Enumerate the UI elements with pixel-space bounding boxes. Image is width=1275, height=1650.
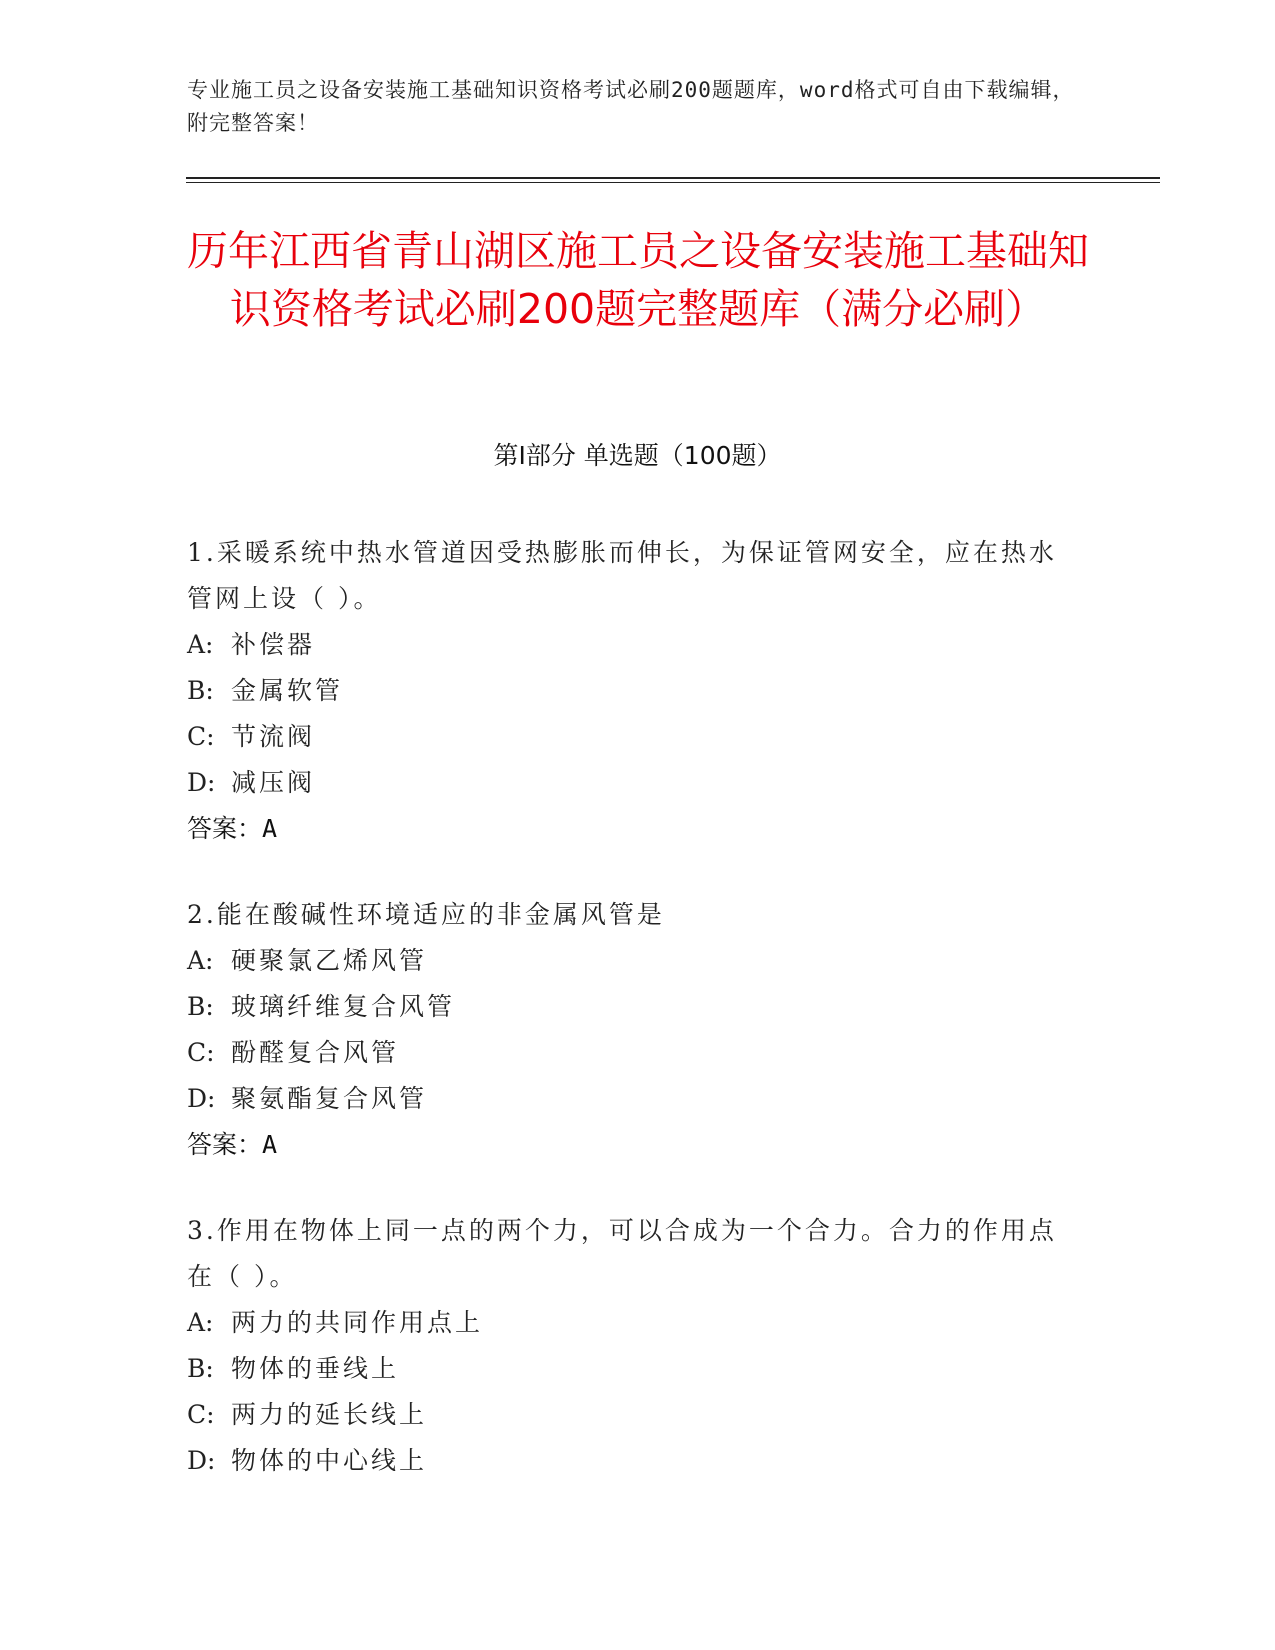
option-text: 节流阀 xyxy=(231,722,316,751)
header-note: 专业施工员之设备安装施工基础知识资格考试必刷200题题库，word格式可自由下载编辑，附完整答案！ xyxy=(187,78,1075,135)
option-c xyxy=(187,714,1067,760)
option-text: 硬聚氯乙烯风管 xyxy=(231,946,428,975)
header-rule-thick xyxy=(186,177,1160,179)
option-label: D: xyxy=(187,768,216,797)
question-text: 2.能在酸碱性环境适应的非金属风管是 xyxy=(187,900,665,929)
option-label: D: xyxy=(187,1084,216,1113)
section-title: 第Ⅰ部分 单选题（100题） xyxy=(493,441,782,470)
option-text: 玻璃纤维复合风管 xyxy=(231,992,456,1021)
option-label: C: xyxy=(187,722,215,751)
option-label: A: xyxy=(187,1308,214,1337)
question-1 xyxy=(187,530,1067,852)
option-text: 物体的垂线上 xyxy=(231,1354,400,1383)
option-label: B: xyxy=(187,992,214,1021)
answer-value: A xyxy=(262,814,278,843)
option-label: C: xyxy=(187,1038,215,1067)
option-text: 两力的共同作用点上 xyxy=(231,1308,484,1337)
option-b xyxy=(187,984,1067,1030)
option-a xyxy=(187,622,1067,668)
question-list xyxy=(187,530,1067,1524)
answer-line xyxy=(187,1122,1067,1168)
option-label: C: xyxy=(187,1400,215,1429)
option-c xyxy=(187,1392,1067,1438)
option-text: 酚醛复合风管 xyxy=(231,1038,400,1067)
header-rule-thin xyxy=(186,182,1160,183)
option-label: B: xyxy=(187,676,214,705)
question-3 xyxy=(187,1208,1067,1484)
option-d xyxy=(187,760,1067,806)
question-text: 3.作用在物体上同一点的两个力，可以合成为一个合力。合力的作用点在（ ）。 xyxy=(187,1216,1057,1291)
option-b xyxy=(187,1346,1067,1392)
option-d xyxy=(187,1076,1067,1122)
option-text: 补偿器 xyxy=(231,630,316,659)
document-title: 历年江西省青山湖区施工员之设备安装施工基础知识资格考试必刷200题完整题库（满分必刷） xyxy=(187,227,1089,333)
option-a xyxy=(187,938,1067,984)
option-d xyxy=(187,1438,1067,1484)
option-label: A: xyxy=(187,946,214,975)
option-label: A: xyxy=(187,630,214,659)
option-b xyxy=(187,668,1067,714)
option-label: B: xyxy=(187,1354,214,1383)
option-text: 减压阀 xyxy=(231,768,316,797)
question-2 xyxy=(187,892,1067,1168)
answer-label: 答案： xyxy=(187,1130,263,1159)
answer-line xyxy=(187,806,1067,852)
answer-value: A xyxy=(262,1130,278,1159)
option-a xyxy=(187,1300,1067,1346)
question-text: 1.采暖系统中热水管道因受热膨胀而伸长，为保证管网安全，应在热水管网上设（ ）。 xyxy=(187,538,1057,613)
option-text: 金属软管 xyxy=(231,676,344,705)
option-text: 物体的中心线上 xyxy=(231,1446,428,1475)
option-label: D: xyxy=(187,1446,216,1475)
option-c xyxy=(187,1030,1067,1076)
answer-label: 答案： xyxy=(187,814,263,843)
option-text: 聚氨酯复合风管 xyxy=(231,1084,428,1113)
option-text: 两力的延长线上 xyxy=(231,1400,428,1429)
